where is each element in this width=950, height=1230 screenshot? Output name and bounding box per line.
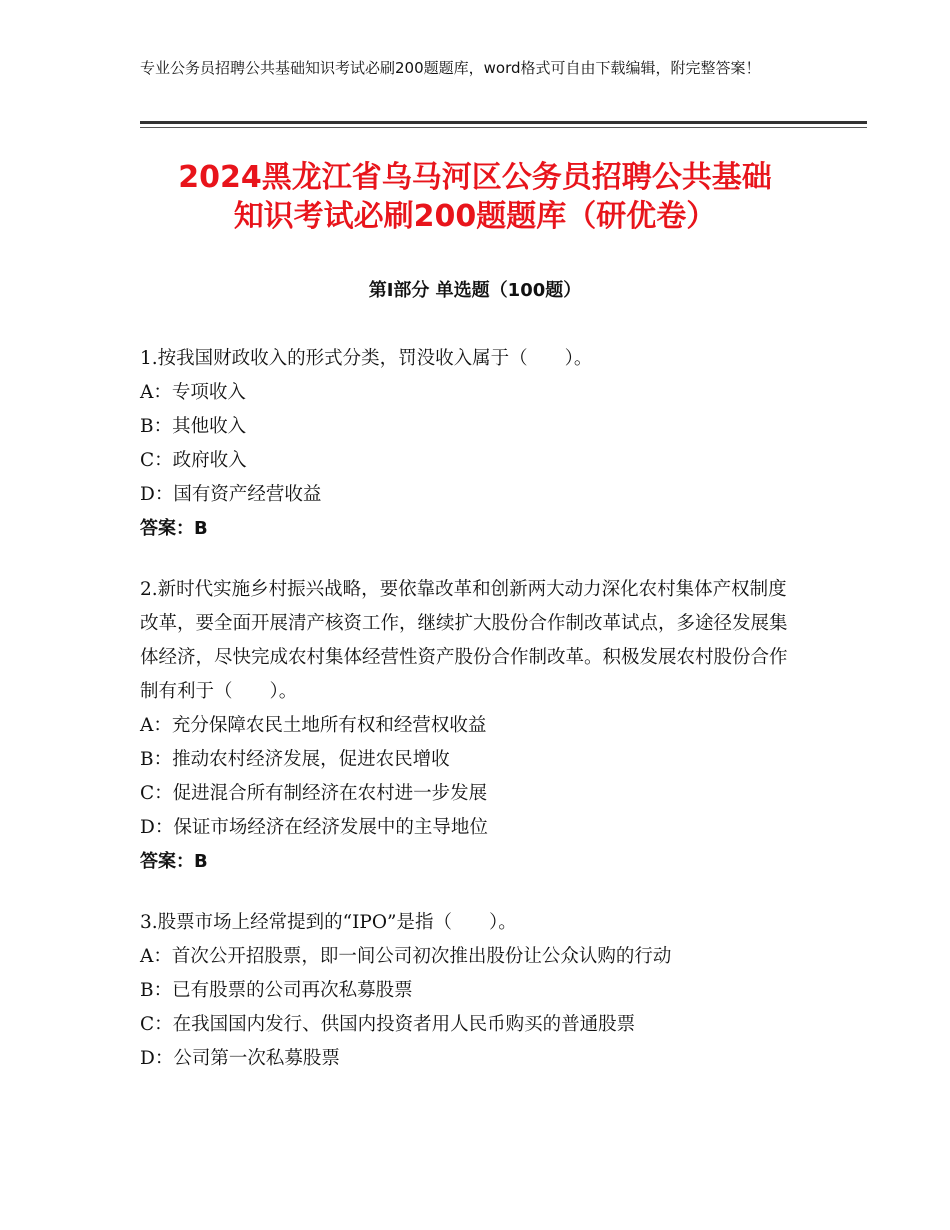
option-b: B：已有股票的公司再次私募股票 xyxy=(140,980,413,1001)
document-title xyxy=(100,158,850,236)
header-divider-thick xyxy=(140,121,867,124)
title-line-1: 2024黑龙江省乌马河区公务员招聘公共基础 xyxy=(178,160,772,195)
question-3 xyxy=(140,906,800,1076)
question-2 xyxy=(140,573,800,879)
question-stem: 3.股票市场上经常提到的“IPO”是指（ ）。 xyxy=(140,912,517,933)
option-d: D：国有资产经营收益 xyxy=(140,484,322,505)
answer: 答案：B xyxy=(140,518,208,539)
header-divider-thin xyxy=(140,127,867,128)
question-stem: 1.按我国财政收入的形式分类，罚没收入属于（ ）。 xyxy=(140,348,593,369)
option-d: D：保证市场经济在经济发展中的主导地位 xyxy=(140,817,488,838)
option-c: C：在我国国内发行、供国内投资者用人民币购买的普通股票 xyxy=(140,1014,636,1035)
question-list xyxy=(140,342,800,1103)
section-title: 第Ⅰ部分 单选题（100题） xyxy=(368,280,582,301)
answer: 答案：B xyxy=(140,851,208,872)
option-a: A：专项收入 xyxy=(140,382,246,403)
question-stem: 2.新时代实施乡村振兴战略，要依靠改革和创新两大动力深化农村集体产权制度改革，要全面开展清产核资工作，继续扩大股份合作制改革试点，多途径发展集体经济，尽快完成农村集体经营性资产股份合作制改革。积极发展农村股份合作制有利于（ ）。 xyxy=(140,579,788,702)
option-c: C：政府收入 xyxy=(140,450,247,471)
option-c: C：促进混合所有制经济在农村进一步发展 xyxy=(140,783,488,804)
option-d: D：公司第一次私募股票 xyxy=(140,1048,340,1069)
header-note: 专业公务员招聘公共基础知识考试必刷200题题库，word格式可自由下载编辑，附完整答案！ xyxy=(140,59,761,77)
title-line-2: 知识考试必刷200题题库（研优卷） xyxy=(233,199,717,234)
option-a: A：充分保障农民土地所有权和经营权收益 xyxy=(140,715,487,736)
question-1 xyxy=(140,342,800,546)
option-b: B：推动农村经济发展，促进农民增收 xyxy=(140,749,450,770)
option-a: A：首次公开招股票，即一间公司初次推出股份让公众认购的行动 xyxy=(140,946,672,967)
option-b: B：其他收入 xyxy=(140,416,247,437)
